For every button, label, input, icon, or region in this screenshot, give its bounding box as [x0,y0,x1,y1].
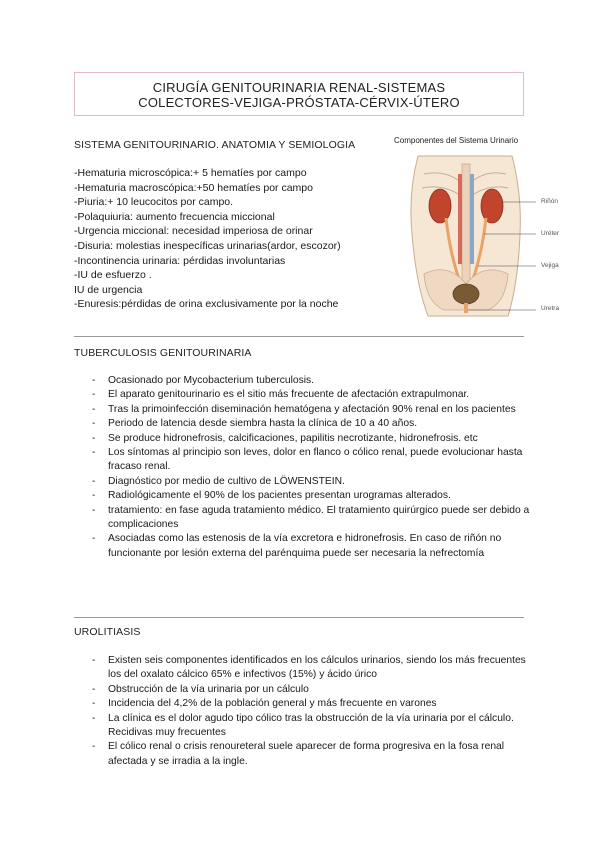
list-item: -Incontinencia urinaria: pérdidas involuntarias [74,254,286,267]
figure-label-ureter: Uréter [541,230,560,237]
aorta [458,174,462,264]
list-item: -Urgencia miccional: necesidad imperiosa de orinar [74,225,313,238]
document-title-box [74,72,524,116]
list-item: IU de urgencia [74,283,143,296]
list-item: - La clínica es el dolor agudo tipo cólico tras la obstrucción de la vía urinaria por el cálculo. Recidivas muy frecuentes [92,712,532,741]
list-item: - El aparato genitourinario es el sitio más frecuente de afectación extrapulmonar. [92,388,532,402]
document-title-line-2: COLECTORES-VEJIGA-PRÓSTATA-CÉRVIX-ÚTERO [138,95,460,110]
list-item: -Hematuria microscópica:+ 5 hematíes por campo [74,167,307,179]
list-item: - Incidencia del 4,2% de la población general y más frecuente en varones [92,697,532,711]
urethra [464,303,468,313]
figure-label-urethra: Uretra [541,305,560,312]
figure-label-kidney: Riñón [541,198,558,205]
list-item: -Polaquiuria: aumento frecuencia miccional [74,210,275,223]
list-item: - El cólico renal o crisis renoureteral suele aparecer de forma progresiva en la fosa renal afectada y se irradia a la ingle. [92,740,532,769]
list-item: - Tras la primoinfección diseminación hematógena y afectación 90% renal en los pacientes [92,403,532,417]
tuberculosis-list [92,374,532,561]
list-item: - Periodo de latencia desde siembra hasta la clínica de 10 a 40 años. [92,417,532,431]
urinary-system-figure [388,134,536,324]
list-item: - tratamiento: en fase aguda tratamiento médico. El tratamiento quirúrgico puede ser debido a complicaciones [92,504,532,533]
list-item: -Piuria:+ 10 leucocitos por campo. [74,196,234,209]
vena-cava [470,174,474,264]
bladder [453,284,479,304]
figure-title: Componentes del Sistema Urinario [394,136,519,145]
list-item: - Diagnóstico por medio de cultivo de LÖWENSTEIN. [92,475,532,489]
list-item: - Radiológicamente el 90% de los pacientes presentan urogramas alterados. [92,489,532,503]
section-divider [74,617,524,618]
list-item: - Se produce hidronefrosis, calcificaciones, papilitis necrotizante, hidronefrosis. etc [92,432,532,446]
section-heading-tuberculosis: TUBERCULOSIS GENITOURINARIA [74,347,252,359]
kidney-right [481,189,503,223]
figure-label-bladder: Vejiga [541,262,559,269]
list-item: - Ocasionado por Mycobacterium tuberculosis. [92,374,532,388]
list-item: -IU de esfuerzo . [74,269,152,282]
urolitiasis-list [92,654,532,769]
section-heading-semiologia: SISTEMA GENITOURINARIO. ANATOMIA Y SEMIOLOGIA [74,139,356,151]
list-item: - Asociadas como las estenosis de la vía excretora e hidronefrosis. En caso de riñón no funcionante por lesión externa del parénquima puede ser necesaria la nefrectomía [92,532,532,561]
semiologia-list [74,166,374,312]
list-item: -Hematuria macroscópica:+50 hematíes por campo [74,181,313,194]
document-title-line-1: CIRUGÍA GENITOURINARIA RENAL-SISTEMAS [152,80,446,95]
list-item: - Existen seis componentes identificados en los cálculos urinarios, siendo los más frecuentes los del oxalato cálcico 65% e infectivos (15%) y ácido úrico [92,654,532,683]
kidney-left [429,189,451,223]
list-item: - Obstrucción de la vía urinaria por un cálculo [92,683,532,697]
list-item: -Disuria: molestias inespecíficas urinarias(ardor, escozor) [74,239,341,252]
section-heading-urolitiasis: UROLITIASIS [74,626,141,638]
urinary-system-illustration [388,134,536,324]
list-item: - Los síntomas al principio son leves, dolor en flanco o cólico renal, puede evolucionar hasta fracaso renal. [92,446,532,475]
list-item: -Enuresis:pérdidas de orina exclusivamente por la noche [74,298,339,311]
spine [462,164,470,294]
section-divider [74,336,524,337]
